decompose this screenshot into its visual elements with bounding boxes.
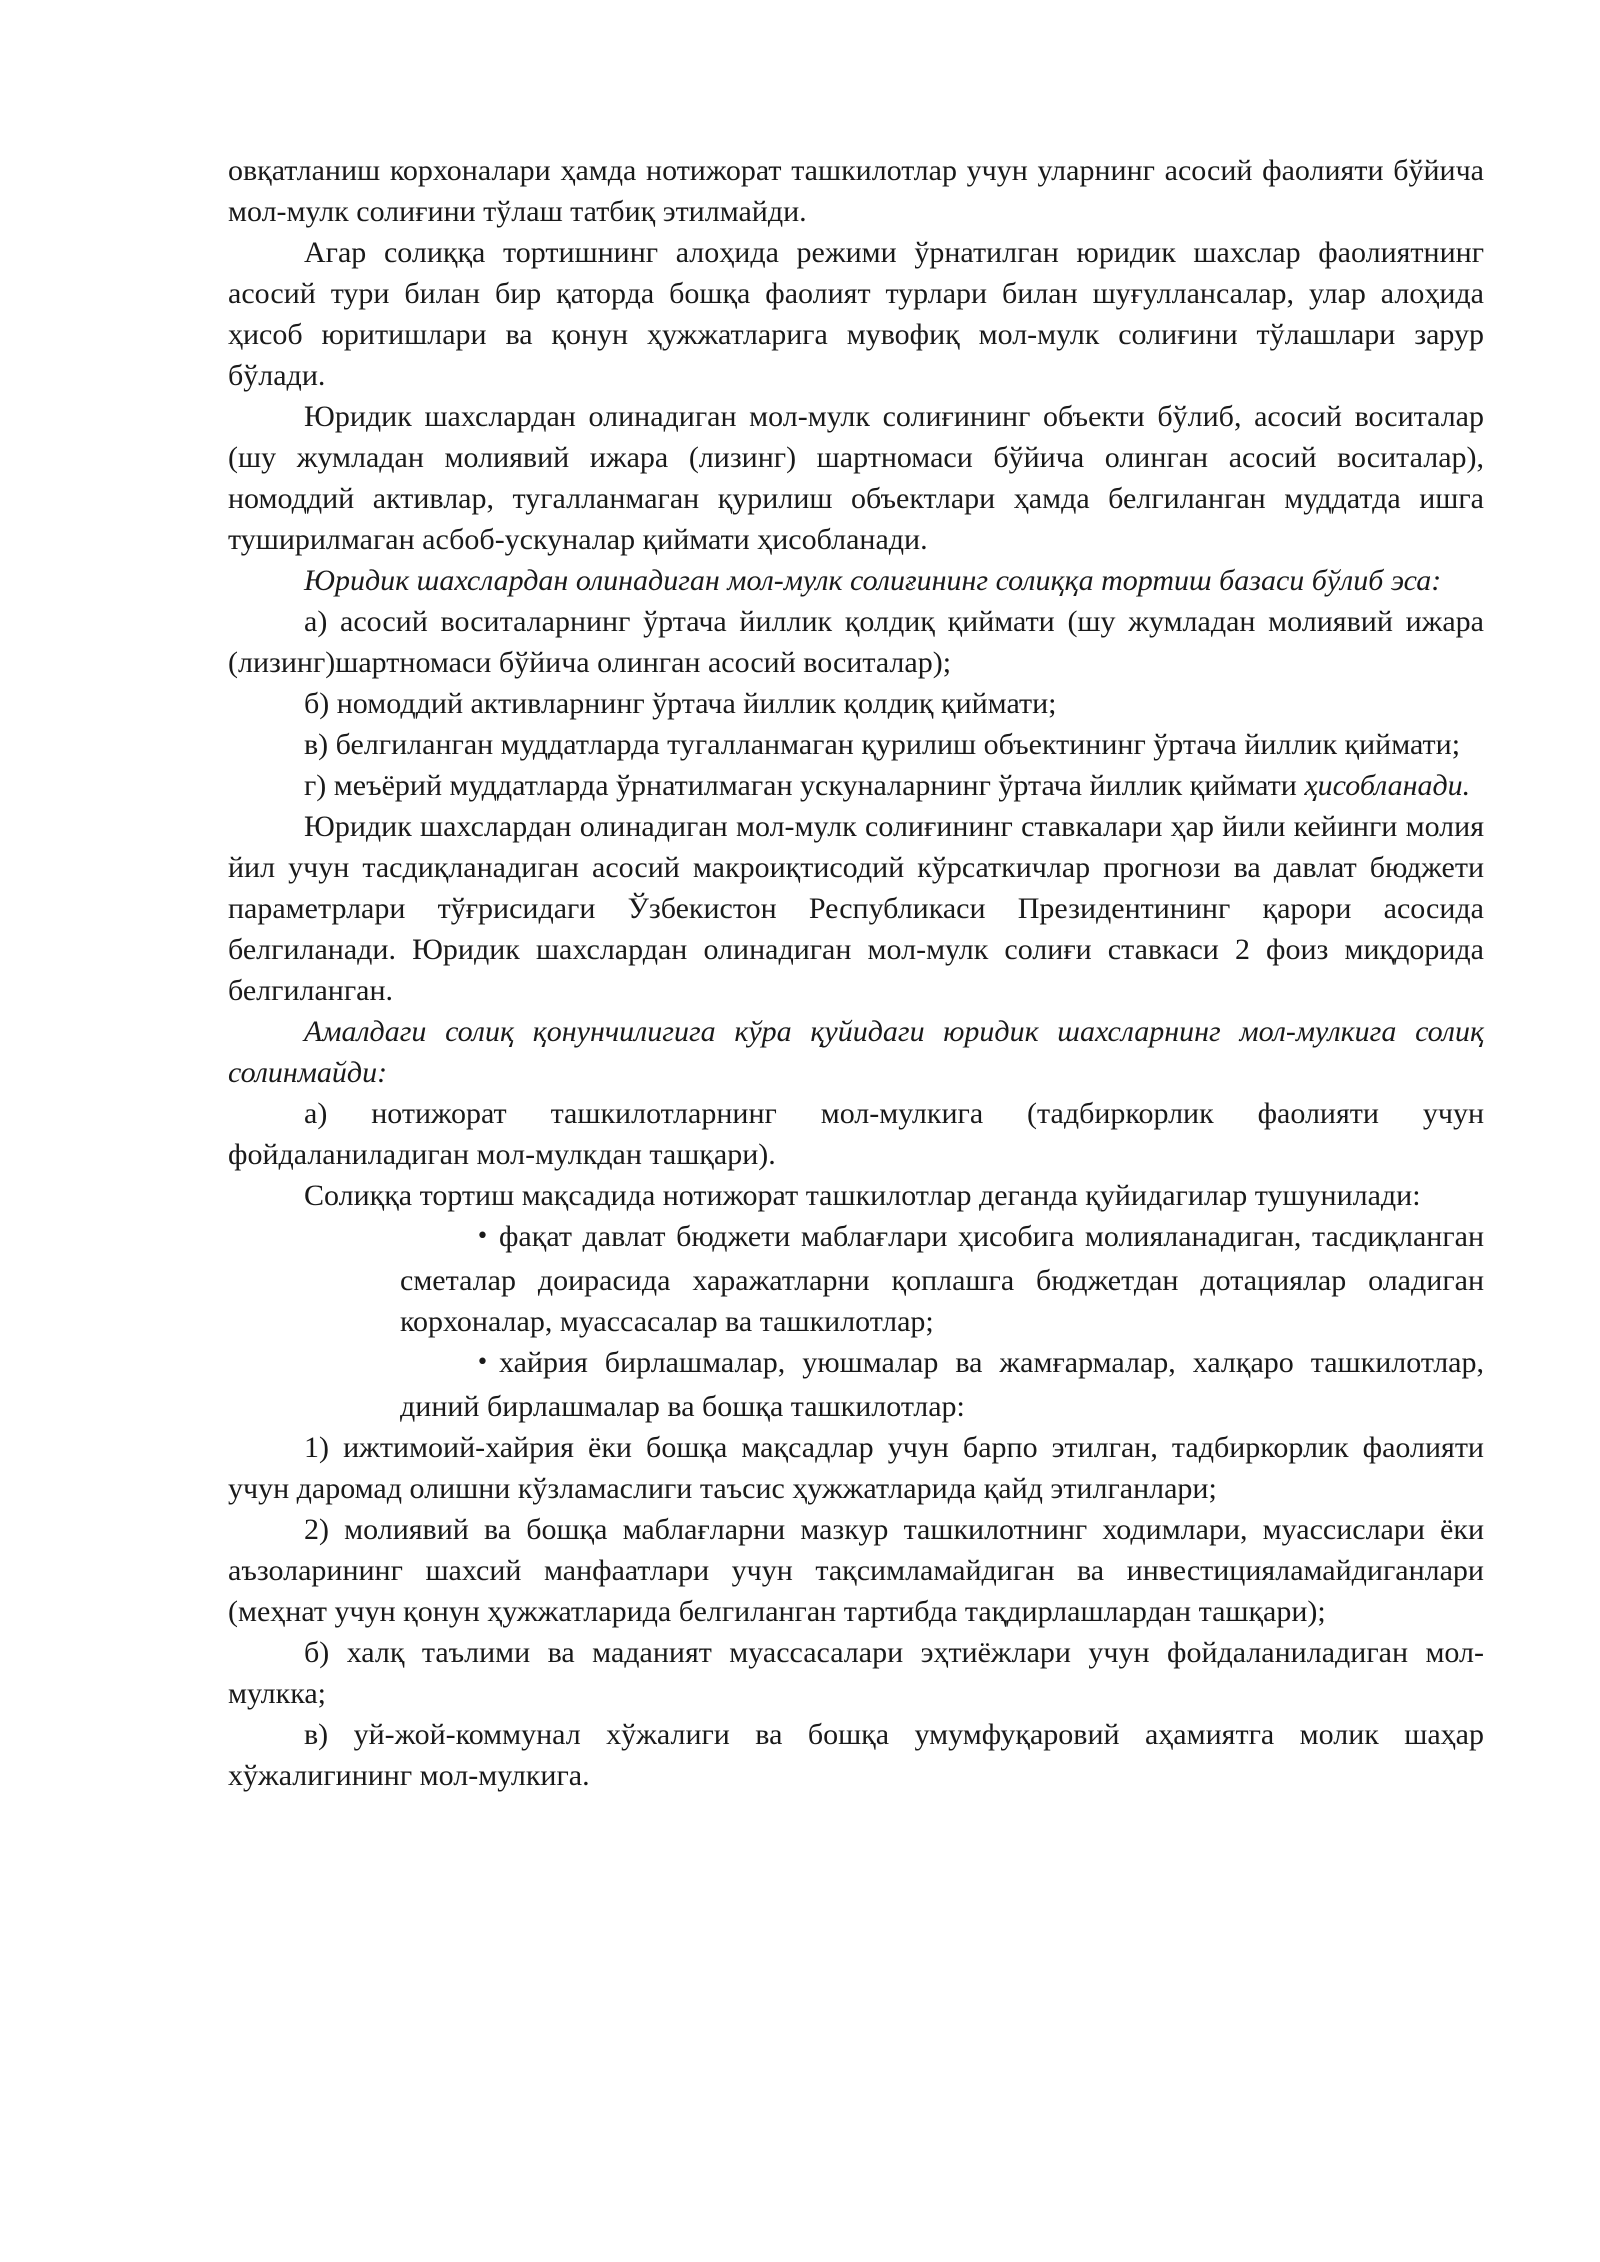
exemption-item-v: в) уй-жой-коммунал хўжалиги ва бошқа умумфуқаровий аҳамиятга молик шаҳар хўжалигининг мол-мулкига. xyxy=(228,1718,1484,1792)
list-item-a: а) асосий воситаларнинг ўртача йиллик қолдиқ қиймати (шу жумладан молиявий ижара (лизинг)шартномаси бўйича олинган асосий воситалар); xyxy=(228,605,1484,679)
paragraph-tax-base-heading: Юридик шахслардан олинадиган мол-мулк солиғининг солиққа тортиш базаси бўлиб эса: xyxy=(304,564,1442,597)
paragraph-2: Агар солиққа тортишнинг алоҳида режими ўрнатилган юридик шахслар фаолиятнинг асосий тури билан бир қаторда бошқа фаолият турлари билан шуғуллансалар, улар алоҳида ҳисоб юритишлари ва қонун ҳужжатларига мувофиқ мол-мулк солиғини тўлашлари зарур бўлади. xyxy=(228,236,1484,392)
paragraph-3: Юридик шахслардан олинадиган мол-мулк солиғининг объекти бўлиб, асосий воситалар (шу жумладан молиявий ижара (лизинг) шартномаси бўйича олинган асосий воситалар), номоддий активлар, тугалланмаган қурилиш объектлари ҳамда белгиланган муддатда ишга туширилмаган асбоб-ускуналар қиймати ҳисобланади. xyxy=(228,400,1484,556)
bullet-item-2 xyxy=(400,1342,1484,1427)
list-item-v: в) белгиланган муддатларда тугалланмаган қурилиш объектининг ўртача йиллик қиймати; xyxy=(304,728,1461,761)
exemption-item-a: а) нотижорат ташкилотларнинг мол-мулкига (тадбиркорлик фаолияти учун фойдаланиладиган мол-мулкдан ташқари). xyxy=(228,1097,1484,1171)
paragraph-exemptions-heading: Амалдаги солиқ қонунчилигига кўра қуйидаги юридик шахсларнинг мол-мулкига солиқ солинмайди: xyxy=(228,1015,1484,1089)
paragraph-rates: Юридик шахслардан олинадиган мол-мулк солиғининг ставкалари ҳар йили кейинги молия йил учун тасдиқланадиган асосий макроиқтисодий кўрсаткичлар прогнози ва давлат бюджети параметрлари тўғрисидаги Ўзбекистон Республикаси Президентининг қарори асосида белгиланади. Юридик шахслардан олинадиган мол-мулк солиғи ставкаси 2 фоиз миқдорида белгиланган. xyxy=(228,810,1484,1007)
list-item-g-tail: ҳисобланади. xyxy=(1304,769,1471,802)
paragraph-1: овқатланиш корхоналари ҳамда нотижорат ташкилотлар учун уларнинг асосий фаолияти бўйича мол-мулк солиғини тўлаш татбиқ этилмайди. xyxy=(228,154,1484,228)
bullet-item-2-text: хайрия бирлашмалар, уюшмалар ва жамғармалар, халқаро ташкилотлар, диний бирлашмалар ва бошқа ташкилотлар: xyxy=(400,1346,1484,1423)
list-item-g-text: г) меъёрий муддатларда ўрнатилмаган ускуналарнинг ўртача йиллик қиймати xyxy=(304,769,1297,802)
list-item-g xyxy=(228,765,1484,806)
numbered-item-1: 1) ижтимоий-хайрия ёки бошқа мақсадлар учун барпо этилган, тадбиркорлик фаолияти учун даромад олишни кўзламаслиги таъсис ҳужжатларида қайд этилганлари; xyxy=(228,1431,1484,1505)
document-page xyxy=(228,150,1484,1796)
exemption-item-b: б) халқ таълими ва маданият муассасалари эҳтиёжлари учун фойдаланиладиган мол-мулкка; xyxy=(228,1636,1484,1710)
list-item-b: б) номоддий активларнинг ўртача йиллик қолдиқ қиймати; xyxy=(304,687,1057,720)
paragraph-nonprofit-definition: Солиққа тортиш мақсадида нотижорат ташкилотлар деганда қуйидагилар тушунилади: xyxy=(304,1179,1421,1212)
bullet-item-1-text: фақат давлат бюджети маблағлари ҳисобига молияланадиган, тасдиқланган сметалар доирасида харажатларни қоплашга бюджетдан дотациялар оладиган корхоналар, муассасалар ва ташкилотлар; xyxy=(400,1220,1484,1338)
bullet-icon: • xyxy=(476,1224,489,1249)
numbered-item-2: 2) молиявий ва бошқа маблағларни мазкур ташкилотнинг ходимлари, муассислари ёки аъзоларининг шахсий манфаатлари учун тақсимламайдиган ва инвестицияламайдиганлари (меҳнат учун қонун ҳужжатларида белгиланган тартибда тақдирлашлардан ташқари); xyxy=(228,1513,1484,1628)
bullet-item-1 xyxy=(400,1216,1484,1342)
bullet-icon: • xyxy=(476,1350,489,1375)
